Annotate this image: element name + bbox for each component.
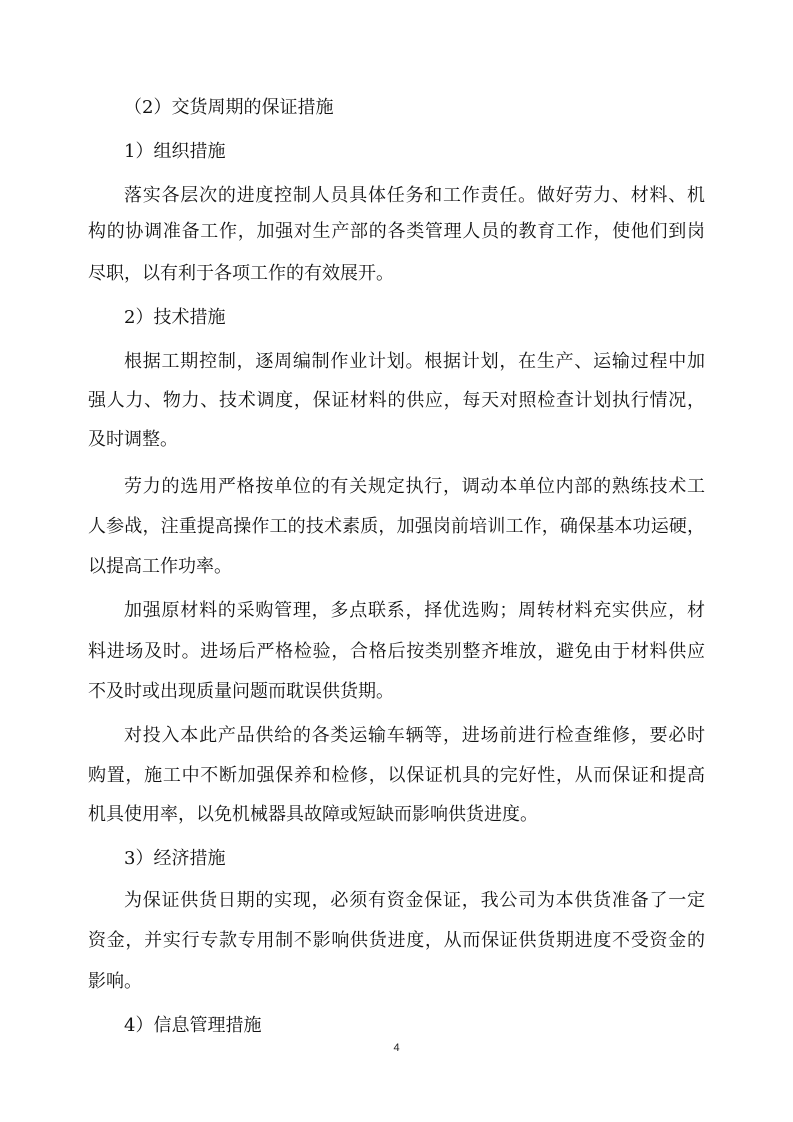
economic-paragraph-line: 为保证供货日期的实现，必须有资金保证，我公司为本供货准备了一定 xyxy=(124,890,705,911)
organizational-paragraph-line: 构的协调准备工作，加强对生产部的各类管理人员的教育工作，使他们到岗 xyxy=(88,221,705,242)
technical-paragraph-2-line: 以提高工作功率。 xyxy=(88,556,232,577)
technical-paragraph-3-line: 料进场及时。进场后严格检验，合格后按类别整齐堆放，避免由于材料供应 xyxy=(88,641,705,662)
organizational-paragraph-line: 尽职，以有利于各项工作的有效展开。 xyxy=(88,263,394,284)
technical-paragraph-4-line: 购置，施工中不断加强保养和检修，以保证机具的完好性，从而保证和提高 xyxy=(88,765,705,786)
technical-paragraph-2-line: 劳力的选用严格按单位的有关规定执行，调动本单位内部的熟练技术工 xyxy=(124,476,705,497)
technical-paragraph-3-line: 加强原材料的采购管理，多点联系，择优选购；周转材料充实供应，材 xyxy=(124,600,705,621)
page-number: 4 xyxy=(393,1042,400,1054)
technical-paragraph-2-line: 人参战，注重提高操作工的技术素质，加强岗前培训工作，确保基本功运硬， xyxy=(88,516,705,537)
economic-paragraph-line: 资金，并实行专款专用制不影响供货进度，从而保证供货期进度不受资金的 xyxy=(88,930,705,951)
technical-paragraph-4-line: 对投入本此产品供给的各类运输车辆等，进场前进行检查维修，要必时 xyxy=(124,725,705,746)
technical-paragraph-4-line: 机具使用率，以免机械器具故障或短缺而影响供货进度。 xyxy=(88,804,538,825)
information-management-heading: 4）信息管理措施 xyxy=(124,1015,262,1036)
technical-paragraph-1-line: 强人力、物力、技术调度，保证材料的供应，每天对照检查计划执行情况， xyxy=(88,390,705,411)
organizational-paragraph-line: 落实各层次的进度控制人员具体任务和工作责任。做好劳力、材料、机 xyxy=(124,185,705,206)
technical-measures-heading: 2）技术措施 xyxy=(124,307,226,328)
section-heading: （2）交货周期的保证措施 xyxy=(124,97,334,118)
economic-measures-heading: 3）经济措施 xyxy=(124,848,226,869)
economic-paragraph-line: 影响。 xyxy=(88,971,142,992)
technical-paragraph-1-line: 及时调整。 xyxy=(88,429,178,450)
technical-paragraph-1-line: 根据工期控制，逐周编制作业计划。根据计划，在生产、运输过程中加 xyxy=(124,351,705,372)
technical-paragraph-3-line: 不及时或出现质量问题而耽误供货期。 xyxy=(88,681,394,702)
organizational-measures-heading: 1）组织措施 xyxy=(124,141,226,162)
